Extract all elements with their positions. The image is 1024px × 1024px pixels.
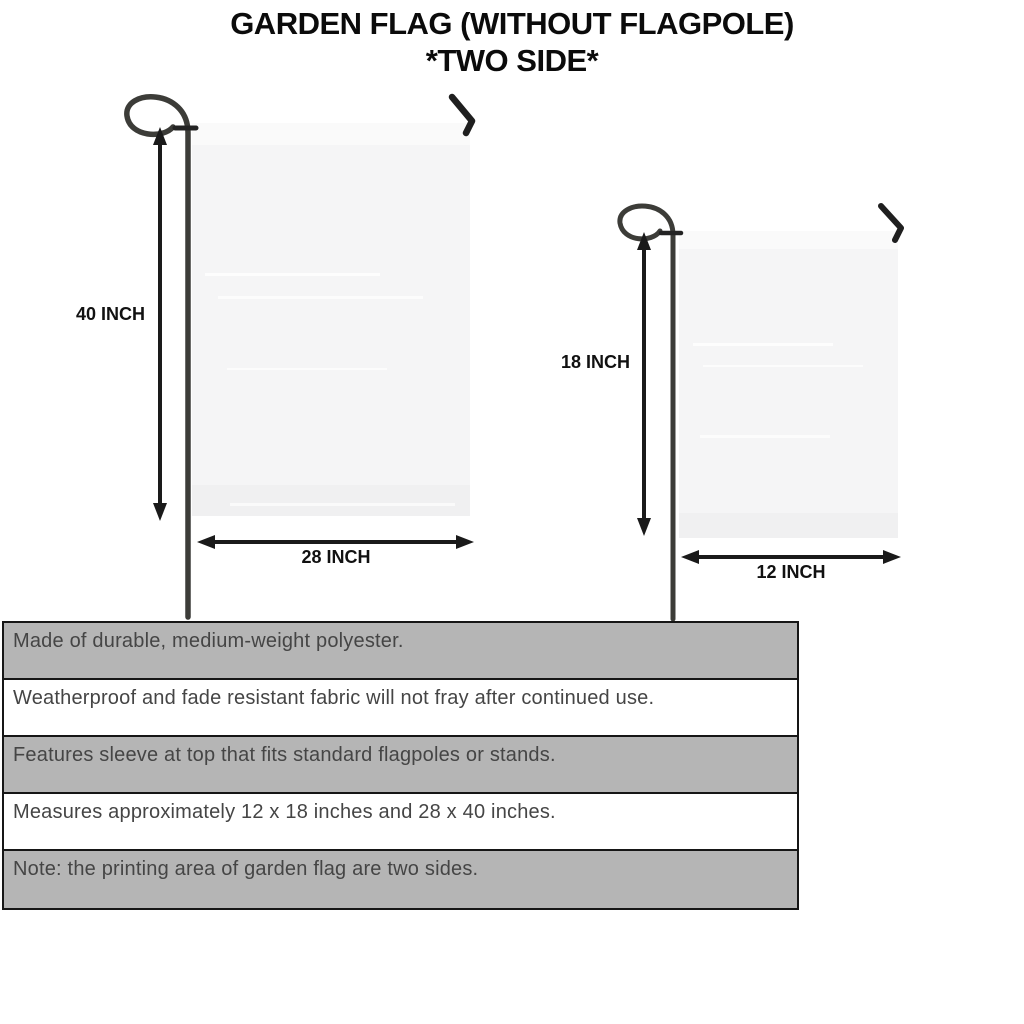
small-flag-fabric	[679, 231, 898, 538]
spec-row-text: Made of durable, medium-weight polyester.	[13, 630, 404, 652]
small-flagpole	[620, 206, 681, 619]
spec-row-text: Note: the printing area of garden flag are two sides.	[13, 858, 479, 880]
spec-row-text: Weatherproof and fade resistant fabric will not fray after continued use.	[13, 687, 655, 709]
spec-row-text: Features sleeve at top that fits standard flagpoles or stands.	[13, 744, 556, 766]
spec-row-text: Measures approximately 12 x 18 inches and 28 x 40 inches.	[13, 801, 556, 823]
spec-row	[4, 851, 797, 908]
page-subtitle: *TWO SIDE*	[425, 43, 599, 78]
spec-row	[4, 623, 797, 680]
spec-table	[2, 621, 799, 910]
spec-row	[4, 737, 797, 794]
small-flag-height-label: 18 INCH	[560, 352, 630, 372]
large-flag-fabric	[192, 123, 470, 516]
spec-row	[4, 680, 797, 737]
large-flag-height-arrow	[153, 127, 167, 521]
large-flag-height-label: 40 INCH	[75, 304, 145, 324]
large-flag-width-label: 28 INCH	[301, 547, 371, 567]
small-flag-width-label: 12 INCH	[756, 562, 826, 582]
small-flag-height-arrow	[637, 232, 651, 536]
spec-row	[4, 794, 797, 851]
page-title: GARDEN FLAG (WITHOUT FLAGPOLE)	[230, 6, 794, 41]
